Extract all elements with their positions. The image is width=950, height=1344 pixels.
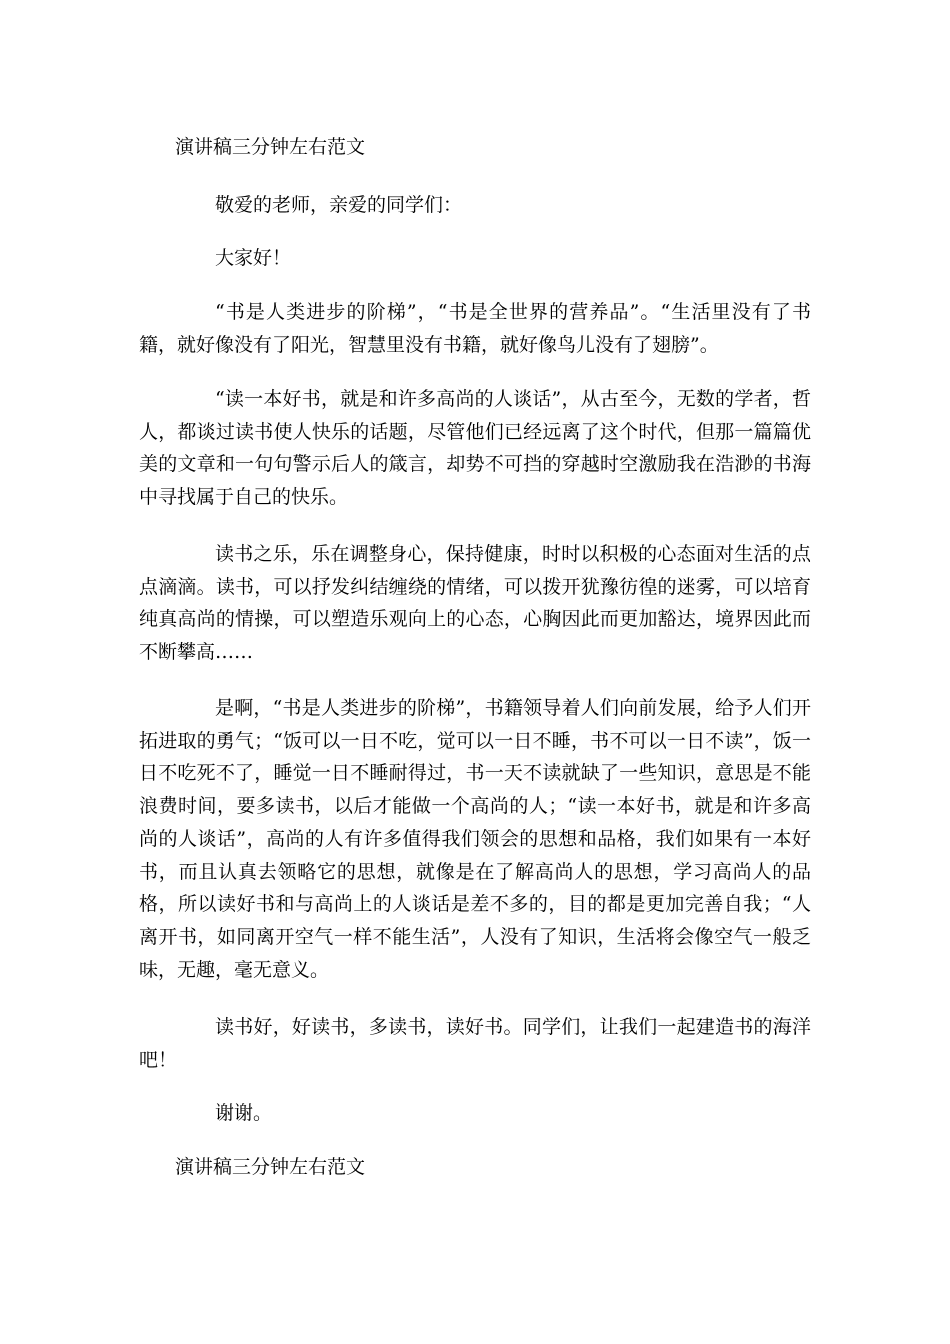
- paragraph-3: 读书之乐，乐在调整身心，保持健康，时时以积极的心态面对生活的点点滴滴。读书，可以抒发纠结缠绕的情绪，可以拨开犹豫彷徨的迷雾，可以培育纯真高尚的情操，可以塑造乐观向上的心态，心胸因此而更加豁达，境界因此而不断攀高……: [139, 543, 811, 664]
- greeting: 大家好！: [215, 247, 292, 269]
- document-title: 演讲稿三分钟左右范文: [175, 136, 366, 158]
- document-title-repeat: 演讲稿三分钟左右范文: [175, 1156, 366, 1178]
- paragraph-1: “书是人类进步的阶梯”，“书是全世界的营养品”。“生活里没有了书籍，就好像没有了阳光，智慧里没有书籍，就好像鸟儿没有了翅膀”。: [139, 301, 811, 356]
- salutation: 敬爱的老师，亲爱的同学们：: [215, 194, 463, 216]
- paragraph-2: “读一本好书，就是和许多高尚的人谈话”，从古至今，无数的学者，哲人，都谈过读书使人快乐的话题，尽管他们已经远离了这个时代，但那一篇篇优美的文章和一句句警示后人的箴言，却势不可挡的穿越时空激励我在浩渺的书海中寻找属于自己的快乐。: [139, 388, 811, 509]
- closing: 谢谢。: [215, 1102, 273, 1124]
- paragraph-4: 是啊，“书是人类进步的阶梯”，书籍领导着人们向前发展，给予人们开拓进取的勇气；“饭可以一日不吃，觉可以一日不睡，书不可以一日不读”，饭一日不吃死不了，睡觉一日不睡耐得过，书一天不读就缺了一些知识，意思是不能浪费时间，要多读书，以后才能做一个高尚的人；“读一本好书，就是和许多高尚的人谈话”，高尚的人有许多值得我们领会的思想和品格，我们如果有一本好书，而且认真去领略它的思想，就像是在了解高尚人的思想，学习高尚人的品格，所以读好书和与高尚上的人谈话是差不多的，目的都是更加完善自我；“人离开书，如同离开空气一样不能生活”，人没有了知识，生活将会像空气一般乏味，无趣，毫无意义。: [139, 697, 811, 981]
- paragraph-5: 读书好，好读书，多读书，读好书。同学们，让我们一起建造书的海洋吧！: [139, 1016, 811, 1071]
